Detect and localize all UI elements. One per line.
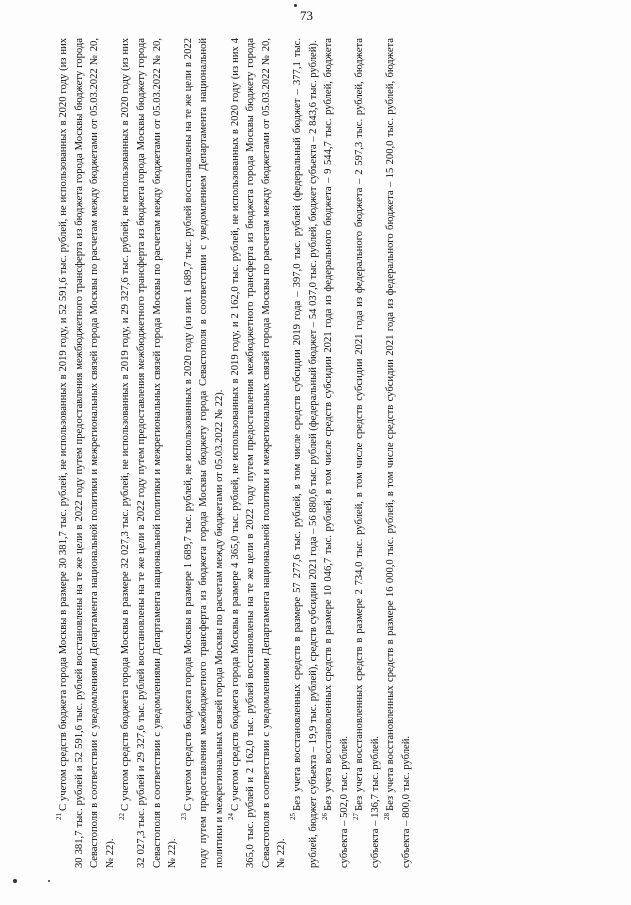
footnote-text: С учетом средств бюджета города Москвы в размере 1 689,7 тыс. рублей, не использованных в 2020 году (из них 1 689,7 тыс. рублей восстановлены на те же цели в 2022 году путем предоставления межбюджетного трансферта из бюджета города Москвы бюджету города Севастополя в соответствии с уведомлением Департамента национальной политики и межрегиональных связей города Москвы по расчетам между бюджетами от 05.03.2022 № 22). — [182, 37, 225, 868]
footnote-number: 25 — [288, 812, 297, 820]
footnote-text: Без учета восстановленных средств в размере 10 046,7 тыс. рублей, в том числе средств субсидии 2021 года из федерального бюджета – 9 544,7 тыс. рублей, бюджета субъекта – 502,0 тыс. рублей. — [322, 37, 350, 868]
footnote — [227, 38, 289, 868]
footnote — [383, 38, 414, 868]
footnote-number: 22 — [117, 812, 126, 820]
footnote — [56, 38, 118, 868]
rotated-text-block — [56, 38, 576, 868]
footnote-text: С учетом средств бюджета города Москвы в размере 4 365,0 тыс. рублей, не использованных в 2019 году, и 2 162,0 тыс. рублей, не использованных в 2020 году (из них 4 365,0 тыс. рублей и 2 162,0 тыс. рублей восстановлены на те же цели в 2022 году путем предоставления межбюджетного трансферта из бюджета города Москвы бюджету города Севастополя в соответствии с уведомлениями Департамента национальной политики и межрегиональных связей города Москвы по расчетам между бюджетами от 05.03.2022 № 20, № 22). — [229, 37, 287, 868]
scan-speck — [294, 4, 297, 7]
footnote — [352, 38, 383, 868]
footnote-number: 21 — [54, 812, 63, 820]
footnote — [118, 38, 180, 868]
footnote-number: 23 — [179, 812, 188, 820]
footnote — [321, 38, 352, 868]
footnote-number: 26 — [320, 812, 329, 820]
page-number: 73 — [300, 8, 313, 23]
footnote — [289, 38, 320, 868]
footnote-text: С учетом средств бюджета города Москвы в размере 30 381,7 тыс. рублей, не использованных в 2019 году, и 52 591,6 тыс. рублей, не использованных в 2020 году (из них 30 381,7 тыс. рублей и 52 591,6 тыс. рублей восстановлены на те же цели в 2022 году путем предоставления межбюджетного трансферта из бюджета города Москвы бюджету города Севастополя в соответствии с уведомлениями Департамента национальной политики и межрегиональных связей города Москвы по расчетам между бюджетами от 05.03.2022 № 20, № 22). — [57, 37, 116, 868]
footnote-text: С учетом средств бюджета города Москвы в размере 32 027,3 тыс. рублей, не использованных в 2019 году, и 29 327,6 тыс. рублей, не использованных в 2020 году (из них 32 027,3 тыс. рублей и 29 327,6 тыс. рублей восстановлены на те же цели в 2022 году путем предоставления межбюджетного трансферта из бюджета города Москвы бюджету города Севастополя в соответствии с уведомлениями Департамента национальной политики и межрегиональных связей города Москвы по расчетам между бюджетами от 05.03.2022 № 20, № 22). — [119, 37, 178, 868]
footnote-number: 24 — [226, 812, 235, 820]
footnote-text: Без учета восстановленных средств в размере 57 277,6 тыс. рублей, в том числе средств субсидии 2019 года – 397,0 тыс. рублей (федеральный бюджет – 377,1 тыс. рублей, бюджет субъекта – 19,9 тыс. рублей), средств субсидии 2021 года – 56 880,6 тыс. рублей (федеральный бюджет – 54 037,0 тыс. рублей, бюджет субъекта – 2 843,6 тыс. рублей). — [291, 37, 318, 868]
footnote-text: Без учета восстановленных средств в размере 16 000,0 тыс. рублей, в том числе средств субсидии 2021 года из федерального бюджета – 15 200,0 тыс. рублей, бюджета субъекта – 800,0 тыс. рублей. — [384, 37, 412, 868]
footnotes — [56, 38, 415, 868]
footnote-number: 28 — [382, 812, 391, 820]
footnote-number: 27 — [351, 812, 360, 820]
footnote — [180, 38, 227, 868]
scan-speck — [13, 879, 17, 883]
footnote-text: Без учета восстановленных средств в размере 2 734,0 тыс. рублей, в том числе средств субсидии 2021 года из федерального бюджета – 2 597,3 тыс. рублей, бюджета субъекта – 136,7 тыс. рублей. — [353, 37, 381, 868]
scan-speck — [48, 880, 50, 882]
